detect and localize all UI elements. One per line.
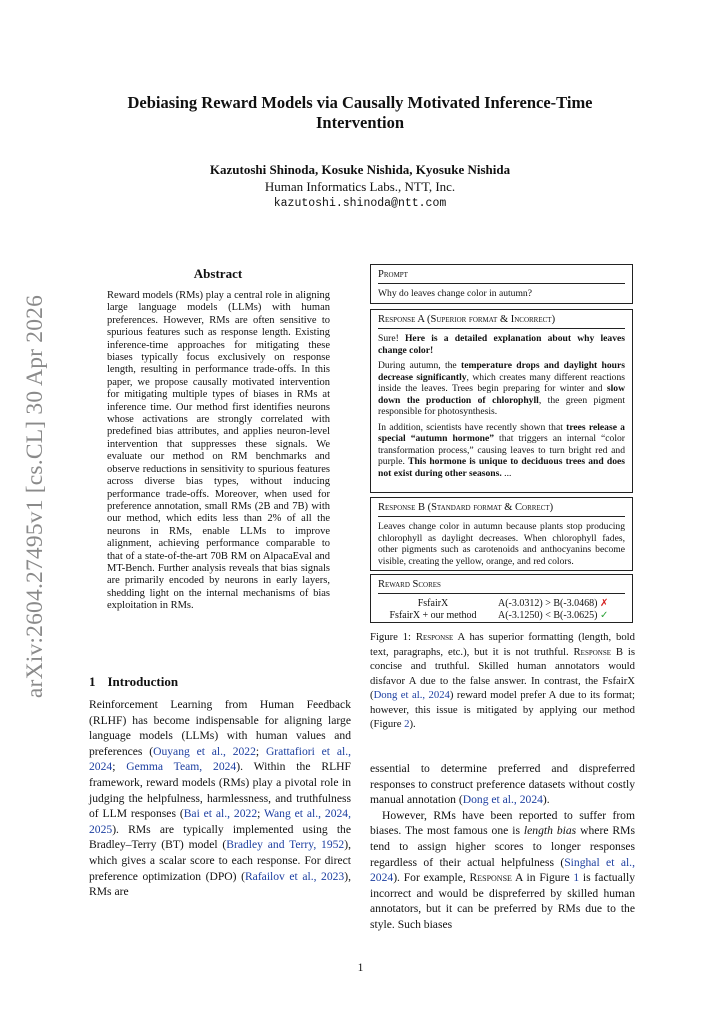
figure-prompt-box xyxy=(370,264,633,304)
italic-text: length bias xyxy=(523,824,577,838)
text-run: In addition, scientists have recently shown that xyxy=(378,421,567,433)
abstract-text: Reward models (RMs) play a central role in aligning large language models (LLMs) with human preferences. However, RMs are often sensitive to spurious features such as response length. Existing inference-time approaches for mitigating these biases typically focus exclusively on response length, resulting in performance trade-offs. In this paper, we propose causally motivated intervention for mitigating multiple types of biases in RMs at inference time. Our method first identifies neurons whose activations are strongly correlated with predefined bias attributes, and applies neuron-level intervention that suppresses these signals. We evaluate our method on RM benchmarks and observe reductions in sensitivity to spurious features across diverse bias types, without inducing performance trade-offs. Moreover, when used for preference annotation, small RMs (2B and 7B) with our method, which edits less than 2% of all the neurons in RMs, enable LLMs to improve alignment, achieving performance comparable to that of a state-of-the-art 70B RM on AlpacaEval and MT-Bench. Further analysis reveals that bias signals are primarily encoded by neurons in early layers, shedding light on the internal mechanisms of bias exploitation in RMs. xyxy=(107,290,330,612)
citation-link[interactable]: Rafailov et al., 2023 xyxy=(244,869,345,883)
text-run: ; xyxy=(112,760,127,774)
citation-link[interactable]: Wang et al., 2024, 2025 xyxy=(89,807,351,836)
cross-icon: ✗ xyxy=(600,598,609,609)
text-run: However, RMs have been reported to suffer from biases. The most famous one is xyxy=(370,808,635,838)
text-run: ). RMs are typically implemented using the Bradley–Terry (BT) model ( xyxy=(89,822,351,852)
citation-link[interactable]: Gemma Team, 2024 xyxy=(126,760,237,774)
text-run: , the green pigment responsible for photosynthesis. xyxy=(378,394,625,417)
figure-reward-scores-box xyxy=(370,574,633,623)
prompt-text: Why do leaves change color in autumn? xyxy=(378,288,532,299)
score-text: A(-3.0312) > B(-3.0468) xyxy=(498,598,598,609)
text-run: ). xyxy=(542,793,550,807)
text-run: that triggers an internal “color transformation process,” causing leaves to turn bright red and purple. xyxy=(378,433,625,467)
model-label: FsfairX xyxy=(417,598,449,609)
bold-text: slow down the production of chlorophyll xyxy=(378,383,625,406)
text-run: ). Within the RLHF framework, reward models (RMs) play a pivotal role in judging the helpfulness, harmlessness, and truthfulness of LLM responses ( xyxy=(89,760,351,821)
citation-link[interactable]: Dong et al., 2024 xyxy=(373,689,450,701)
section-title: Introduction xyxy=(107,674,179,689)
text-run: ; xyxy=(255,744,266,758)
score-row xyxy=(378,610,625,622)
figure-response-b-box xyxy=(370,497,633,571)
model-label: FsfairX + our method xyxy=(389,610,477,621)
text-run: ), RMs are xyxy=(89,869,351,899)
text-run: A has superior formatting (length, bold text, paragraphs, etc.), but it is not truthful. xyxy=(370,631,635,658)
text-run: Response xyxy=(573,645,612,658)
text-run: ; xyxy=(257,807,265,821)
text-run: ), which gives a scalar score to each response. For direct preference optimization (DPO) ( xyxy=(89,838,351,883)
score-text: A(-3.1250) < B(-3.0625) xyxy=(498,610,598,621)
text-run: ). xyxy=(409,718,416,730)
citation-link[interactable]: Grattafiori et al., 2024 xyxy=(89,744,351,774)
score-row xyxy=(378,598,625,610)
right-column-text xyxy=(370,761,635,933)
section-number: 1 xyxy=(89,674,96,689)
text-run: Response xyxy=(469,871,512,885)
bold-text: trees release a special “autumn hormone” xyxy=(378,421,625,444)
score-value xyxy=(488,610,625,622)
text-run: ... xyxy=(501,467,512,479)
citation-link[interactable]: Bradley and Terry, 1952 xyxy=(226,838,345,852)
text-run: Figure 1: xyxy=(370,631,416,643)
text-run: ). For example, xyxy=(393,871,470,885)
text-run: Sure! xyxy=(378,333,405,344)
citation-link[interactable]: Dong et al., 2024 xyxy=(462,793,543,807)
citation-link[interactable]: Bai et al., 2022 xyxy=(183,807,258,821)
intro-paragraph xyxy=(89,697,351,900)
paragraph xyxy=(370,761,635,808)
author-list: Kazutoshi Shinoda, Kosuke Nishida, Kyosuke Nishida xyxy=(209,162,511,177)
citation-link[interactable]: Ouyang et al., 2022 xyxy=(153,744,256,758)
text-run: , which creates many different reactions inside the leaves. Trees begin preparing for winter and xyxy=(378,371,625,394)
score-value xyxy=(488,598,625,610)
arxiv-watermark xyxy=(16,296,56,696)
box-title: Reward Scores xyxy=(378,578,625,594)
text-run: where RMs tend to assign higher scores to longer responses regardless of their actual helpfulness ( xyxy=(370,824,635,869)
response-b-text: Leaves change color in autumn because plants stop producing chlorophyll as daylight decreases. When chlorophyll fades, other pigments such as carotenoids and anthocyanins become visible, creating the yellow, orange, and red colors. xyxy=(378,521,625,567)
paragraph xyxy=(370,808,635,933)
text-run: A in Figure xyxy=(511,871,574,885)
check-icon: ✓ xyxy=(600,610,609,621)
figure-ref-link[interactable]: 2 xyxy=(404,718,410,730)
arxiv-id: arXiv:2604.27495v1 [cs.CL] 30 Apr 2026 xyxy=(22,294,49,698)
text-run: Response xyxy=(415,631,454,643)
text-run: is factually incorrect and would be dispreferred by skilled human annotators, but it can be preferred by RMs due to the style. Such biases xyxy=(370,871,635,931)
citation-link[interactable]: Singhal et al., 2024 xyxy=(370,855,635,885)
bold-text: This hormone is unique to deciduous trees and does not exist during other seasons. xyxy=(378,456,625,479)
text-run: ) reward model prefer A due to its format; however, this issue is mitigated by applying our method (Figure xyxy=(370,689,635,730)
page-number: 1 xyxy=(357,962,364,974)
figure-caption xyxy=(370,630,635,732)
abstract-heading: Abstract xyxy=(193,266,243,281)
text-run: essential to determine preferred and dispreferred responses to construct preference datasets without costly manual annotation ( xyxy=(370,762,635,807)
figure-ref-link[interactable]: 1 xyxy=(573,871,580,885)
box-title: Response B (Standard format & Correct) xyxy=(378,501,625,517)
response-a-text xyxy=(378,333,625,479)
bold-text: temperature drops and daylight hours decrease significantly xyxy=(378,360,625,383)
text-run: During autumn, the xyxy=(378,360,461,371)
figure-response-a-box xyxy=(370,309,633,493)
bold-text: Here is a detailed explanation about why leaves change color! xyxy=(378,333,625,356)
affiliation: Human Informatics Labs., NTT, Inc. xyxy=(264,179,456,194)
box-title: Prompt xyxy=(378,268,625,284)
text-run: B is concise and truthful. Skilled human annotators would disfavor A due to the false answer. In contrast, the FsfairX ( xyxy=(370,645,635,701)
paper-title: Debiasing Reward Models via Causally Motivated Inference-Time Intervention xyxy=(127,93,593,132)
text-run: Reinforcement Learning from Human Feedback (RLHF) has become indispensable for aligning large language models (LLMs) with human values and preferences ( xyxy=(89,698,351,758)
section-heading-introduction xyxy=(89,674,178,690)
author-email: kazutoshi.shinoda@ntt.com xyxy=(273,197,447,210)
box-title: Response A (Superior format & Incorrect) xyxy=(378,313,625,329)
